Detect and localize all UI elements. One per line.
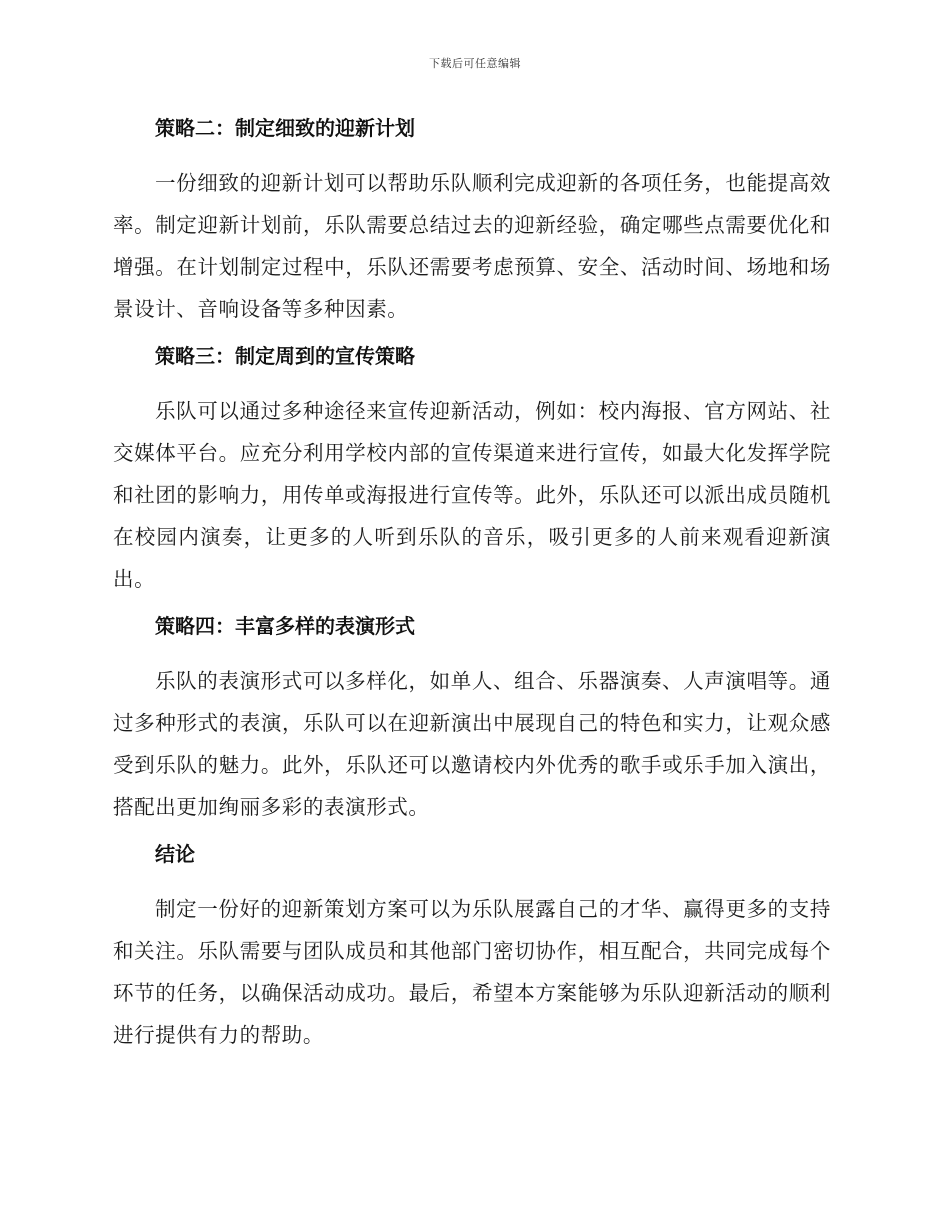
section-heading-conclusion: 结论: [155, 842, 195, 866]
section-heading-strategy-4: 策略四：丰富多样的表演形式: [155, 614, 415, 638]
section-paragraph-strategy-3: 乐队可以通过多种途径来宣传迎新活动，例如：校内海报、官方网站、社交媒体平台。应充分利用学校内部的宣传渠道来进行宣传，如最大化发挥学院和社团的影响力，用传单或海报进行宣传等。此外，乐队还可以派出成员随机在校园内演奏，让更多的人听到乐队的音乐，吸引更多的人前来观看迎新演出。: [113, 399, 831, 591]
section-paragraph-strategy-4: 乐队的表演形式可以多样化，如单人、组合、乐器演奏、人声演唱等。通过多种形式的表演，乐队可以在迎新演出中展现自己的特色和实力，让观众感受到乐队的魅力。此外，乐队还可以邀请校内外优秀的歌手或乐手加入演出，搭配出更加绚丽多彩的表演形式。: [113, 669, 831, 819]
page-header: 下载后可任意编辑: [429, 57, 521, 70]
section-paragraph-conclusion: 制定一份好的迎新策划方案可以为乐队展露自己的才华、赢得更多的支持和关注。乐队需要与团队成员和其他部门密切协作，相互配合，共同完成每个环节的任务，以确保活动成功。最后，希望本方案能够为乐队迎新活动的顺利进行提供有力的帮助。: [113, 897, 831, 1047]
section-paragraph-strategy-2: 一份细致的迎新计划可以帮助乐队顺利完成迎新的各项任务，也能提高效率。制定迎新计划前，乐队需要总结过去的迎新经验，确定哪些点需要优化和增强。在计划制定过程中，乐队还需要考虑预算、安全、活动时间、场地和场景设计、音响设备等多种因素。: [113, 171, 831, 321]
document-body: [113, 108, 831, 1068]
section-heading-strategy-3: 策略三：制定周到的宣传策略: [155, 344, 415, 368]
section-heading-strategy-2: 策略二：制定细致的迎新计划: [155, 116, 415, 140]
